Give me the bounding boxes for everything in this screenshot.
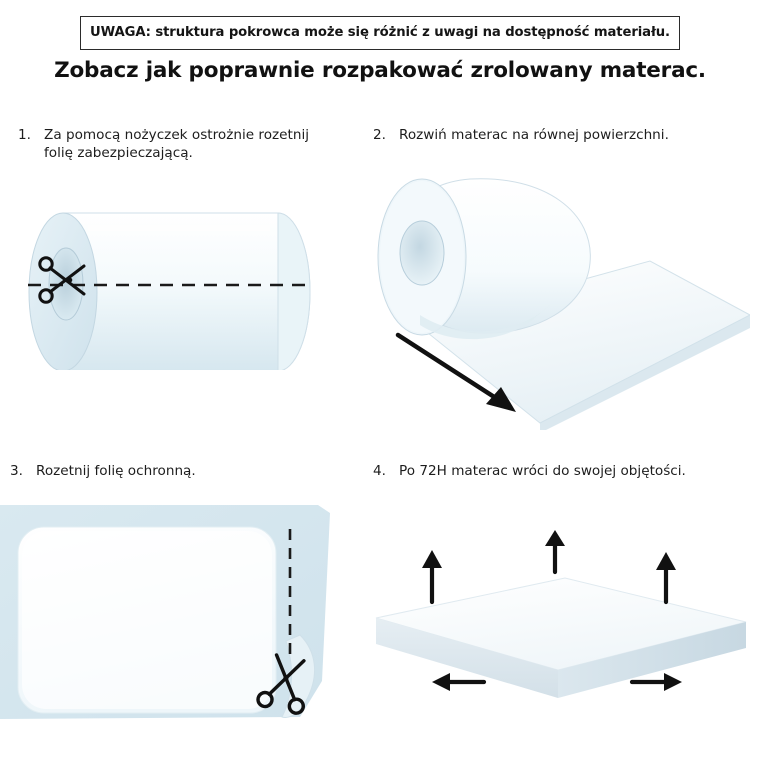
notice-text: UWAGA: struktura pokrowca może się różnić z uwagi na dostępność materiału. xyxy=(90,25,670,40)
step-4 xyxy=(373,462,733,480)
figure-rolled-mattress xyxy=(8,180,338,370)
step-3-number: 3. xyxy=(10,463,23,479)
notice-banner xyxy=(80,16,680,50)
step-4-number: 4. xyxy=(373,463,386,479)
arrow-up-left-icon xyxy=(422,550,442,602)
page-title: Zobacz jak poprawnie rozpakować zrolowany materac. xyxy=(54,58,706,83)
arrow-up-right-icon xyxy=(656,552,676,602)
step-1-text: Za pomocą nożyczek ostrożnie rozetnij folię zabezpieczającą. xyxy=(44,127,310,162)
step-1 xyxy=(18,126,338,163)
step-2-text: Rozwiń materac na równej powierzchni. xyxy=(399,127,669,143)
figure-expanding-mattress xyxy=(360,530,750,730)
figure-unrolling-mattress xyxy=(350,165,750,430)
arrow-up-center-icon xyxy=(545,530,565,572)
step-2 xyxy=(373,126,723,144)
figure-cut-protective-foil xyxy=(0,505,340,740)
step-1-number: 1. xyxy=(18,127,31,143)
arrow-left-icon xyxy=(432,673,484,691)
step-3-text: Rozetnij folię ochronną. xyxy=(36,463,196,479)
step-4-text: Po 72H materac wróci do swojej objętości. xyxy=(399,463,686,479)
step-2-number: 2. xyxy=(373,127,386,143)
step-3 xyxy=(10,462,340,480)
